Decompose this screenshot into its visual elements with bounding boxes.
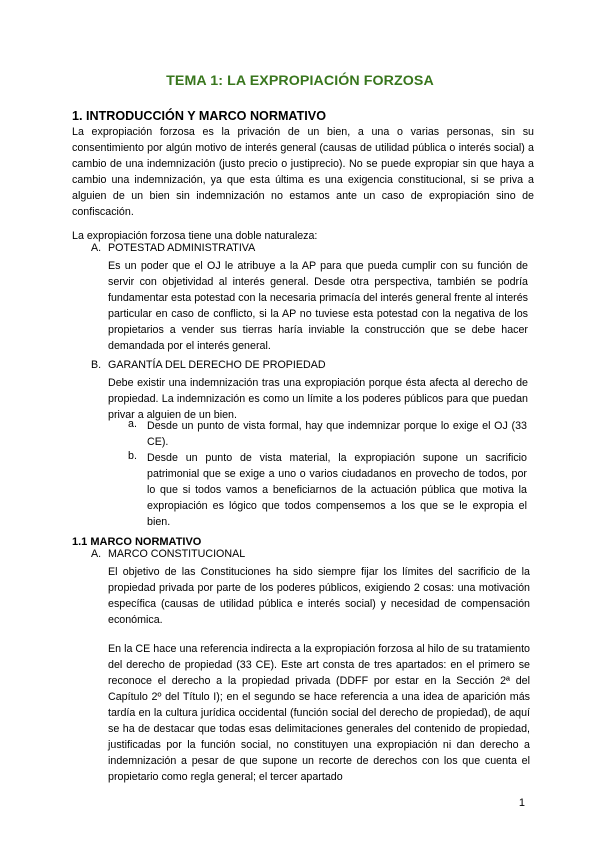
list-label-marco-constitucional: MARCO CONSTITUCIONAL [108, 548, 246, 560]
list-marker-b: B. [91, 359, 102, 371]
section-heading-marco-normativo: 1.1 MARCO NORMATIVO [72, 536, 202, 548]
list-label-potestad: POTESTAD ADMINISTRATIVA [108, 242, 256, 254]
marco-constitucional-paragraph-2: En la CE hace una referencia indirecta a la expropiación forzosa al hilo de su tratamiento del derecho de propiedad (33 CE). Este art consta de tres apartados: en el primero se reconoce el derecho a la propiedad privada (DDFF por estar en la Sección 2ª del Capítulo 2º del Título I); en el segundo se hace referencia a una idea de aparición más tardía en la cultura jurídica occidental (función social del derecho de propiedad), de aquí se ha de destacar que todas esas delimitaciones generales del contenido de propiedad, justificadas por la función social, no constituyen una expropiación ni dan derecho a indemnización a pesar de que supone un recorte de derechos con los que cuenta el propietario como regla general; el tercer apartado [108, 643, 530, 783]
garantia-paragraph: Debe existir una indemnización tras una expropiación porque ésta afecta al derecho de propiedad. La indemnización es como un límite a los poderes públicos para que puedan privar a alguien de un bien. [108, 377, 528, 421]
marco-constitucional-paragraph-1: El objetivo de las Constituciones ha sido siempre fijar los límites del sacrificio de la propiedad privada por parte de los poderes públicos, exigiendo 2 cosas: una motivación específica (causas de utilidad pública e interés social) y necesidad de compensación económica. [108, 566, 530, 626]
sublist-marker-a: a. [128, 418, 137, 430]
list-marker-a-marco: A. [91, 548, 102, 560]
document-title: TEMA 1: LA EXPROPIACIÓN FORZOSA [166, 73, 434, 89]
potestad-paragraph: Es un poder que el OJ le atribuye a la AP para que pueda cumplir con su función de servir con objetividad al interés general. Desde otra perspectiva, también se podría fundamentar esta potestad con la necesaria primacía del interés general frente al interés particular en caso de conflicto, si la AP no tuviese esta potestad con la negativa de los propietarios a vender sus tierras haría inviable la construcción que se debe hacer demandada por el interés general. [108, 260, 528, 352]
list-marker-a: A. [91, 242, 102, 254]
page-number: 1 [518, 797, 525, 809]
sublist-item-material: Desde un punto de vista material, la expropiación supone un sacrificio patrimonial que se exige a uno o varios ciudadanos en provecho de todos, por lo que si todos vamos a beneficiarnos de la actuación pública que motiva la expropiación es lógico que todos compensemos a los que se le expropia el bien. [147, 452, 527, 528]
sublist-item-formal: Desde un punto de vista formal, hay que indemnizar porque lo exige el OJ (33 CE). [147, 420, 527, 448]
list-label-garantia: GARANTÍA DEL DERECHO DE PROPIEDAD [108, 359, 326, 371]
intro-paragraph: La expropiación forzosa es la privación de un bien, a una o varias personas, sin su consentimiento por algún motivo de interés general (causas de utilidad pública o interés social) a cambio de una indemnización (justo precio o justiprecio). No se puede expropiar sin que haya a cambio una indemnización, ya que esta última es una exigencia constitucional, si se priva a alguien de un bien sin indemnización no estamos ante un caso de expropiación sino de confiscación. [72, 126, 534, 218]
sublist-marker-b: b. [128, 450, 137, 462]
dual-nature-paragraph: La expropiación forzosa tiene una doble naturaleza: [72, 230, 318, 242]
section-heading-introduccion: 1. INTRODUCCIÓN Y MARCO NORMATIVO [72, 109, 326, 123]
